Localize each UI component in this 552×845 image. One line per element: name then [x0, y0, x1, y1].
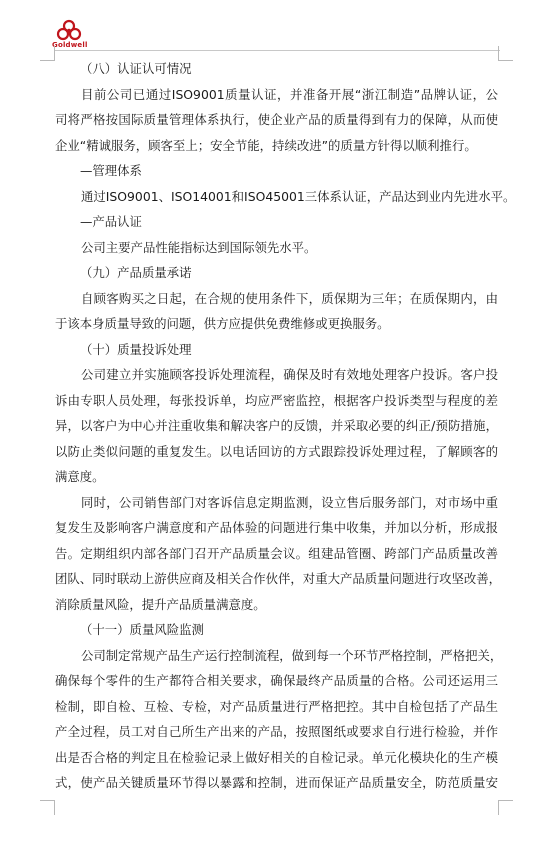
paragraph-line: 公司主要产品性能指标达到国际领先水平。 — [81, 239, 317, 255]
paragraph-line: 目前公司已通过ISO9001质量认证，并准备开展“浙江制造”品牌认证，公 — [81, 86, 498, 102]
margin-mark-bottom-right — [498, 800, 513, 815]
section-heading: （九）产品质量承诺 — [80, 265, 192, 280]
paragraph-line: 公司制定常规产品生产运行控制流程，做到每一个环节严格控制，严格把关， — [81, 647, 503, 663]
company-logo-text: Goldwell — [52, 41, 88, 49]
paragraph-line: 通过ISO9001、ISO14001和ISO45001三体系认证，产品达到业内先进水平。 — [81, 188, 516, 204]
paragraph-line: 产全过程，员工对自己所生产出来的产品，按照图纸或要求自行进行检验，并作 — [55, 724, 498, 739]
paragraph-line: 告。定期组织内部各部门召开产品质量会议。组建品管圈、跨部门产品质量改善 — [55, 545, 498, 561]
paragraph-line: 确保每个零件的生产都符合相关要求，确保最终产品质量的合格。公司还运用三 — [55, 673, 498, 688]
paragraph-line: 检制，即自检、互检、专检，对产品质量进行严格把控。其中自检包括了产品生 — [55, 698, 498, 714]
header-rule — [55, 50, 500, 51]
paragraph-line: 消除质量风险，提升产品质量满意度。 — [55, 596, 266, 612]
paragraph-line: 公司建立并实施顾客投诉处理流程，确保及时有效地处理客户投诉。客户投 — [81, 367, 498, 382]
paragraph-line: 企业“精诚服务，顾客至上；安全节能，持续改进”的质量方针得以顺利推行。 — [55, 137, 477, 153]
sub-heading: —管理体系 — [80, 163, 142, 178]
paragraph-line: 于该本身质量导致的问题，供方应提供免费维修或更换服务。 — [55, 316, 390, 331]
paragraph-line: 司将严格按国际质量管理体系执行，使企业产品的质量得到有力的保障，从而使 — [55, 112, 498, 127]
paragraph-line: 诉由专职人员处理，每张投诉单，均应严密监控，根据客户投诉类型与程度的差 — [55, 392, 498, 408]
paragraph-line: 同时，公司销售部门对客诉信息定期监测，设立售后服务部门，对市场中重 — [81, 494, 498, 510]
margin-mark-top-right — [498, 46, 513, 61]
margin-mark-bottom-left — [40, 800, 55, 815]
paragraph-line: 团队、同时联动上游供应商及相关合作伙伴，对重大产品质量问题进行攻坚改善， — [55, 571, 502, 586]
margin-mark-top-left — [40, 46, 55, 61]
paragraph-line: 满意度。 — [55, 469, 105, 484]
paragraph-line: 复发生及影响客户满意度和产品体验的问题进行集中收集，并加以分析，形成报 — [55, 520, 498, 535]
document-body — [55, 56, 516, 796]
section-heading: （八）认证认可情况 — [80, 61, 192, 76]
sub-heading: —产品认证 — [80, 214, 142, 229]
section-heading: （十）质量投诉处理 — [80, 341, 192, 357]
paragraph-line: 式，使产品关键质量环节得以暴露和控制，进而保证产品质量安全，防范质量安 — [55, 775, 498, 790]
paragraph-line: 出是否合格的判定且在检验记录上做好相关的自检记录。单元化模块化的生产模 — [55, 749, 498, 765]
paragraph-line: 自顾客购买之日起，在合规的使用条件下，质保期为三年；在质保期内，由 — [81, 290, 498, 306]
section-heading: （十一）质量风险监测 — [80, 622, 204, 637]
paragraph-line: 异，以客户为中心并注重收集和解决客户的反馈，并采取必要的纠正/预防措施， — [55, 418, 498, 433]
paragraph-line: 以防止类似问题的重复发生。以电话回访的方式跟踪投诉处理过程，了解顾客的 — [55, 443, 498, 459]
